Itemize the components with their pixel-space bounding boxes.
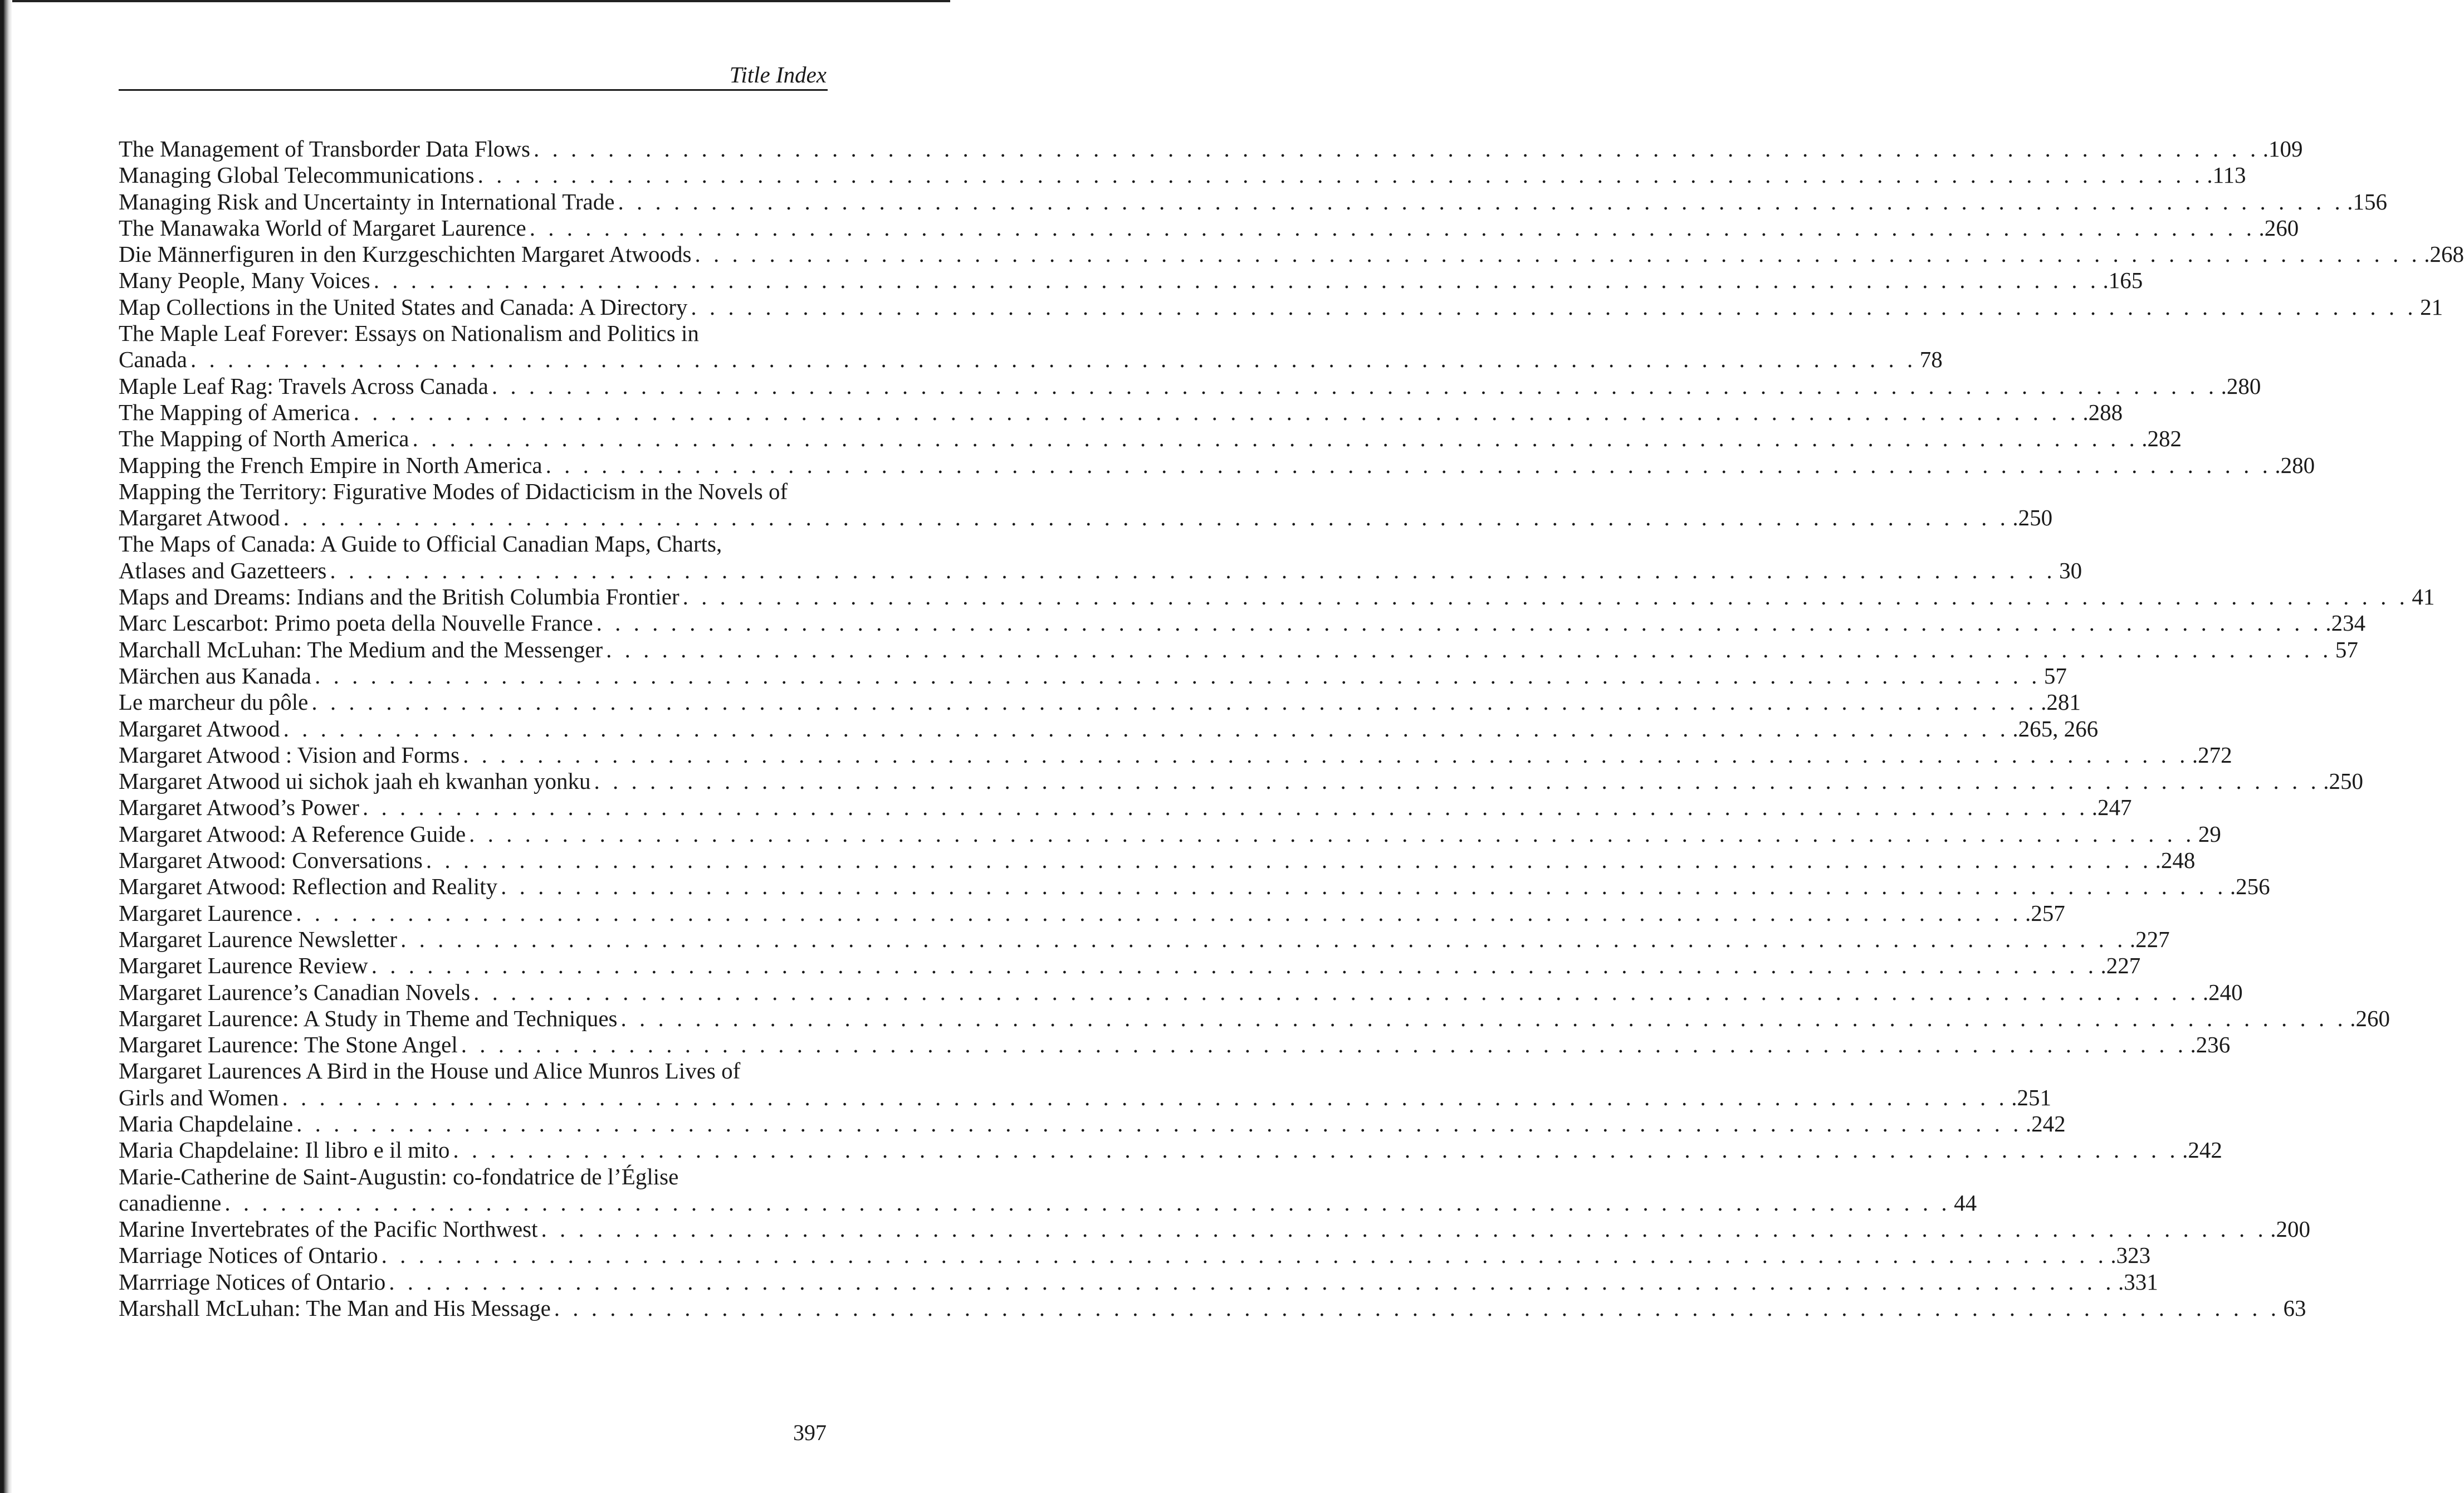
entry-row — [119, 794, 2132, 821]
dot-leader — [187, 347, 1920, 373]
entry-row — [119, 662, 2067, 689]
entry-title: Map Collections in the United States and Canada: A Directory — [119, 294, 688, 320]
entry-title: Margaret Laurence: A Study in Theme and Techniques — [119, 1005, 618, 1031]
entry-page-number: .242 — [2025, 1110, 2066, 1136]
entry-title: Märchen aus Kanada — [119, 662, 312, 689]
entry-page-number: .165 — [2103, 267, 2143, 294]
entry-title: The Manawaka World of Margaret Laurence — [119, 214, 526, 241]
entry-title: Maria Chapdelaine: Il libro e il mito — [119, 1137, 450, 1163]
entry-page-number: 57 — [2335, 636, 2358, 662]
index-entry — [119, 1216, 2311, 1242]
entry-row — [119, 1137, 2222, 1163]
index-entry — [119, 1005, 2390, 1032]
entry-page-number: .282 — [2142, 426, 2182, 452]
entry-page-number: .272 — [2192, 741, 2232, 768]
dot-leader — [423, 847, 2155, 874]
entry-page-number: 44 — [1954, 1189, 1977, 1216]
entry-title: The Management of Transborder Data Flows — [119, 136, 531, 162]
entry-page-number: .256 — [2230, 874, 2270, 900]
index-entry — [119, 584, 2435, 610]
dot-leader — [458, 1032, 2191, 1058]
entry-page-number: .265, 266 — [2012, 715, 2099, 741]
entry-row — [119, 1268, 2158, 1295]
dot-leader — [368, 953, 2101, 979]
dot-leader — [551, 1295, 2284, 1321]
entry-row — [119, 162, 2246, 188]
dot-leader — [409, 426, 2142, 452]
dot-leader — [293, 1111, 2026, 1137]
entry-page-number: 41 — [2412, 584, 2435, 610]
index-entry — [119, 900, 2065, 926]
entry-row — [119, 188, 2387, 215]
dot-leader — [459, 742, 2192, 768]
index-entry — [119, 662, 2067, 689]
entry-row — [119, 926, 2170, 953]
index-entry — [119, 1110, 2066, 1137]
entry-title: Maria Chapdelaine — [119, 1110, 294, 1136]
entry-page-number: .280 — [2221, 373, 2261, 399]
index-entry — [119, 1268, 2158, 1295]
dot-leader — [278, 1085, 2011, 1111]
entry-page-number: .257 — [2025, 900, 2065, 926]
entry-title: Margaret Laurence Newsletter — [119, 926, 398, 952]
entry-page-number: .260 — [2350, 1005, 2390, 1031]
entry-title: Margaret Atwood: Conversations — [119, 847, 423, 874]
dot-leader — [530, 136, 2263, 162]
dot-leader — [397, 926, 2130, 953]
dot-leader — [617, 1006, 2350, 1032]
entry-title-first-line: The Maple Leaf Forever: Essays on Nationalism and Politics in — [119, 320, 699, 347]
entry-title: Margaret Atwood ui sichok jaah eh kwanhan yonku — [119, 768, 591, 794]
entry-page-number: .242 — [2182, 1137, 2222, 1163]
entry-row — [119, 874, 2270, 900]
entry-title: Marriage Notices of Ontario — [119, 1242, 378, 1268]
index-entry — [119, 610, 2366, 636]
index-entry — [119, 794, 2132, 821]
entry-row — [119, 1110, 2066, 1137]
dot-leader — [221, 1190, 1954, 1216]
dot-leader — [603, 637, 2335, 663]
entry-page-number: .260 — [2258, 214, 2299, 241]
entry-row — [119, 1032, 2231, 1058]
entry-title: Margaret Atwood’s Power — [119, 794, 359, 821]
entry-row — [119, 294, 2443, 320]
dot-leader — [470, 979, 2203, 1006]
entry-row — [119, 689, 2081, 715]
entry-title: Margaret Laurence: The Stone Angel — [119, 1032, 458, 1058]
entry-row — [119, 1242, 2151, 1268]
entry-title: Marrriage Notices of Ontario — [119, 1268, 386, 1295]
entry-row — [119, 1005, 2390, 1032]
entry-page-number: .248 — [2155, 847, 2196, 874]
entry-title: Margaret Laurence Review — [119, 953, 368, 979]
entry-page-number: .251 — [2011, 1084, 2051, 1110]
entry-title: Many People, Many Voices — [119, 267, 370, 294]
entry-page-number: .250 — [2323, 768, 2364, 794]
dot-leader — [385, 1269, 2118, 1295]
entry-page-number: .200 — [2270, 1216, 2311, 1242]
entry-row — [119, 452, 2315, 479]
entry-row — [119, 241, 2464, 267]
entry-title-first-line: The Maps of Canada: A Guide to Official Canadian Maps, Charts, — [119, 531, 722, 557]
entry-title: Marc Lescarbot: Primo poeta della Nouvelle France — [119, 610, 593, 636]
dot-leader — [292, 900, 2025, 926]
index-entry — [119, 162, 2246, 188]
entry-row — [119, 1189, 1977, 1216]
index-entry — [119, 478, 2053, 531]
entry-page-number: .109 — [2262, 136, 2303, 162]
entry-page-number: .323 — [2110, 1242, 2151, 1268]
entry-page-number: 29 — [2198, 821, 2221, 847]
index-entry — [119, 768, 2364, 794]
dot-leader — [370, 267, 2103, 294]
entry-title: Marchall McLuhan: The Medium and the Messenger — [119, 636, 603, 662]
index-entry — [119, 1163, 1977, 1217]
index-entry — [119, 926, 2170, 953]
entry-row — [119, 741, 2232, 768]
entry-page-number: 30 — [2059, 557, 2082, 583]
entry-row — [119, 373, 2261, 399]
entry-row — [119, 214, 2299, 241]
entry-page-number: .247 — [2091, 794, 2132, 821]
entry-row — [119, 1084, 2051, 1111]
entry-page-number: .250 — [2012, 505, 2053, 531]
entry-title-first-line: Marie-Catherine de Saint-Augustin: co-fondatrice de l’Église — [119, 1163, 679, 1189]
entry-page-number: .281 — [2041, 689, 2081, 715]
entry-title: Margaret Atwood: A Reference Guide — [119, 821, 466, 847]
index-entry — [119, 874, 2270, 900]
index-entry — [119, 1295, 2306, 1321]
dot-leader — [311, 663, 2044, 689]
entry-title: Le marcheur du pôle — [119, 689, 309, 715]
dot-leader — [308, 689, 2041, 715]
dot-leader — [691, 241, 2424, 267]
entry-title-first-line: Margaret Laurences A Bird in the House und Alice Munros Lives of — [119, 1058, 741, 1084]
entry-row — [119, 426, 2182, 452]
entry-row — [119, 347, 1943, 373]
entry-row — [119, 900, 2065, 926]
dot-leader — [359, 794, 2092, 821]
index-entry — [119, 847, 2196, 874]
entry-title: canadienne — [119, 1189, 222, 1216]
entry-page-number: .288 — [2082, 399, 2123, 425]
index-entry — [119, 136, 2303, 162]
entry-title: Margaret Atwood : Vision and Forms — [119, 741, 460, 768]
index-entry — [119, 267, 2143, 294]
entry-page-number: .234 — [2325, 610, 2366, 636]
entry-row — [119, 610, 2366, 636]
index-entry — [119, 214, 2299, 241]
entry-page-number: .227 — [2100, 953, 2141, 979]
entry-page-number: .227 — [2129, 926, 2170, 952]
dot-leader — [475, 162, 2207, 188]
entry-title: Maps and Dreams: Indians and the British Columbia Frontier — [119, 584, 679, 610]
entry-title: Margaret Atwood — [119, 715, 280, 741]
entry-page-number: 78 — [1919, 347, 1943, 373]
index-entry — [119, 294, 2443, 320]
entry-title: Margaret Atwood — [119, 505, 280, 531]
index-entry — [119, 821, 2221, 847]
dot-leader — [591, 768, 2324, 794]
entry-title: Canada — [119, 347, 187, 373]
entry-row — [119, 715, 2099, 742]
entry-row — [119, 847, 2196, 874]
entry-page-number: .236 — [2190, 1032, 2231, 1058]
index-entry — [119, 1137, 2222, 1163]
index-entry — [119, 241, 2464, 267]
dot-leader — [526, 215, 2259, 241]
dot-leader — [497, 874, 2230, 900]
dot-leader — [614, 189, 2347, 215]
dot-leader — [378, 1242, 2111, 1268]
entry-page-number: 21 — [2420, 294, 2443, 320]
running-title: Title Index — [729, 62, 827, 87]
dot-leader — [488, 373, 2221, 399]
index-entry — [119, 689, 2081, 715]
entry-row — [119, 979, 2243, 1006]
entry-title: Atlases and Gazetteers — [119, 557, 327, 583]
entry-title: Maple Leaf Rag: Travels Across Canada — [119, 373, 488, 399]
index-entry — [119, 399, 2123, 426]
index-entry — [119, 373, 2261, 399]
dot-leader — [466, 821, 2198, 847]
index-entry — [119, 426, 2182, 452]
index-entry — [119, 636, 2358, 663]
dot-leader — [538, 1216, 2271, 1242]
entry-row — [119, 636, 2358, 663]
index-entry — [119, 953, 2141, 979]
entry-row — [119, 399, 2123, 426]
entry-page-number: .156 — [2347, 188, 2387, 214]
entry-row — [119, 557, 2082, 584]
index-entry — [119, 741, 2232, 768]
entry-row — [119, 768, 2364, 794]
entry-title: Margaret Atwood: Reflection and Reality — [119, 874, 498, 900]
entry-page-number: 57 — [2043, 662, 2067, 689]
entry-title: Managing Risk and Uncertainty in International Trade — [119, 188, 615, 214]
entry-row — [119, 821, 2221, 847]
index-entry — [119, 320, 1943, 373]
index-entry — [119, 452, 2315, 479]
dot-leader — [449, 1137, 2182, 1163]
scan-binding-edge — [0, 0, 12, 1493]
entry-title: Girls and Women — [119, 1084, 279, 1110]
entry-page-number: 63 — [2283, 1295, 2306, 1321]
index-entry — [119, 715, 2099, 742]
entry-title: Margaret Laurence — [119, 900, 293, 926]
entry-title: Margaret Laurence’s Canadian Novels — [119, 979, 471, 1005]
entry-title: Mapping the French Empire in North America — [119, 452, 542, 478]
entry-title-first-line: Mapping the Territory: Figurative Modes of Didacticism in the Novels of — [119, 478, 788, 504]
dot-leader — [280, 716, 2013, 742]
dot-leader — [350, 399, 2083, 426]
entry-page-number: .331 — [2118, 1268, 2158, 1295]
entry-row — [119, 1295, 2306, 1321]
index-entry — [119, 979, 2243, 1006]
dot-leader — [326, 558, 2059, 584]
entry-title: Managing Global Telecommunications — [119, 162, 475, 188]
entry-page-number: .240 — [2202, 979, 2243, 1005]
entry-title: The Mapping of America — [119, 399, 350, 425]
entry-page-number: .113 — [2207, 162, 2246, 188]
entry-page-number: .280 — [2275, 452, 2315, 478]
index-entry — [119, 188, 2387, 215]
entry-title: Marine Invertebrates of the Pacific Northwest — [119, 1216, 538, 1242]
entry-page-number: .268 — [2424, 241, 2464, 267]
index-entry — [119, 1058, 2051, 1111]
entry-row — [119, 505, 2053, 531]
index-entry — [119, 1032, 2231, 1058]
dot-leader — [687, 294, 2420, 320]
entry-title: Marshall McLuhan: The Man and His Message — [119, 1295, 551, 1321]
entry-row — [119, 267, 2143, 294]
entry-row — [119, 136, 2303, 162]
entry-title: The Mapping of North America — [119, 426, 409, 452]
scan-top-edge — [0, 0, 950, 2]
entry-row — [119, 1216, 2311, 1242]
dot-leader — [280, 505, 2013, 531]
dot-leader — [593, 610, 2326, 636]
index-entry — [119, 531, 2082, 584]
running-header — [119, 60, 828, 91]
entry-title: Die Männerfiguren in den Kurzgeschichten Margaret Atwoods — [119, 241, 692, 267]
entry-row — [119, 953, 2141, 979]
page-number: 397 — [793, 1420, 827, 1445]
index-entry — [119, 1242, 2151, 1268]
dot-leader — [542, 452, 2275, 479]
entry-row — [119, 584, 2435, 610]
dot-leader — [679, 584, 2412, 610]
title-index-list — [119, 136, 2464, 1321]
